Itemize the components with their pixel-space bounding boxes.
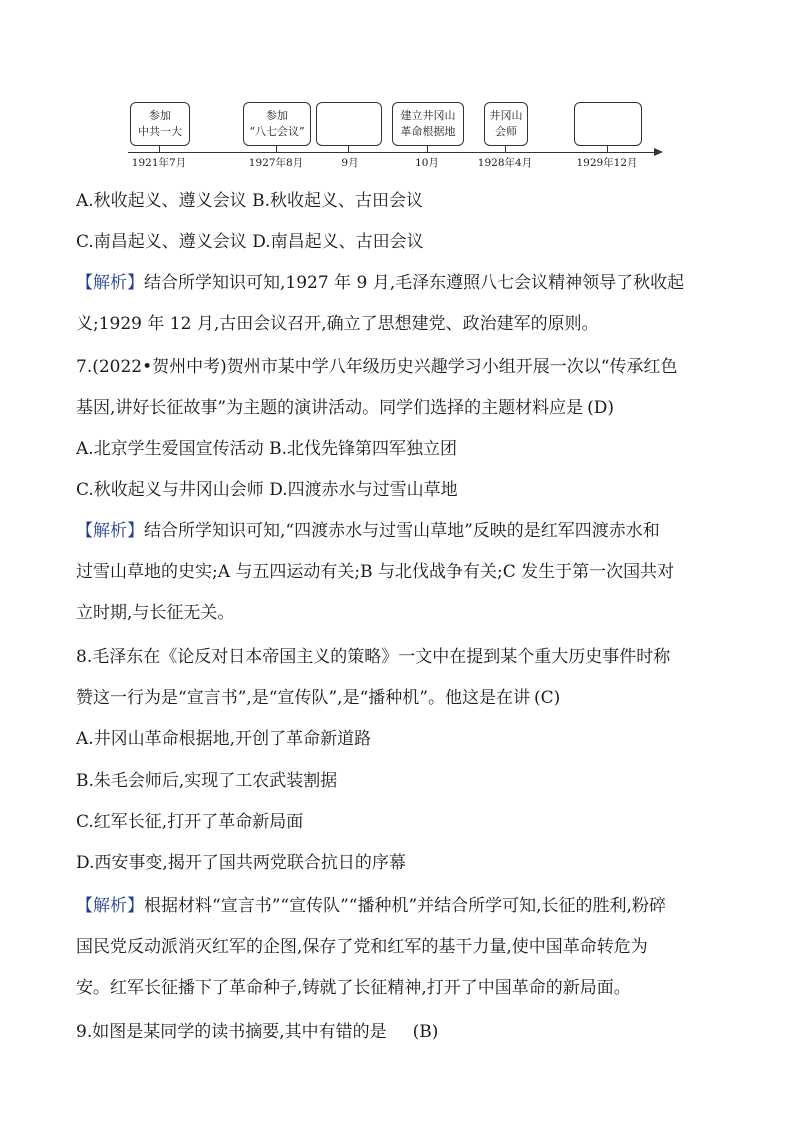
- timeline-tick: [159, 146, 160, 153]
- q8-option-c: C.红军长征,打开了革命新局面: [76, 812, 304, 832]
- timeline-date-1: 1921年7月: [131, 157, 187, 169]
- timeline-box-1-line1: 参加: [149, 109, 171, 122]
- q8-analysis-line-1: [76, 895, 666, 917]
- timeline-box-2-line1: 参加: [266, 109, 288, 122]
- q9-stem-line: [76, 1021, 438, 1043]
- timeline-box-5-line1: 井冈山: [489, 109, 523, 122]
- analysis-label: 【解析】: [76, 273, 144, 293]
- timeline-tick: [505, 146, 506, 153]
- analysis-label: 【解析】: [76, 896, 144, 916]
- q6-analysis-text-1: 结合所学知识可知,1927 年 9 月,毛泽东遵照八七会议精神领导了秋收起: [144, 273, 685, 293]
- timeline-tick: [607, 146, 608, 153]
- q6-option-line-1: A.秋收起义、遵义会议 B.秋收起义、古田会议: [76, 191, 423, 211]
- q6-analysis-line-1: [76, 272, 684, 294]
- q7-analysis-line-1: [76, 520, 660, 542]
- q7-analysis-line-2: 过雪山草地的史实;A 与五四运动有关;B 与北伐战争有关;C 发生于第一次国共对: [76, 562, 675, 582]
- timeline-axis: [128, 152, 656, 153]
- q8-analysis-line-2: 国民党反动派消灭红军的企图,保存了党和红军的基干力量,使中国革命转危为: [76, 937, 648, 957]
- timeline-box-5-line2: 会师: [495, 125, 517, 138]
- q8-option-d: D.西安事变,揭开了国共两党联合抗日的序幕: [76, 853, 406, 873]
- q9-answer: (B): [412, 1022, 439, 1042]
- timeline-box-4-line2: 革命根据地: [400, 125, 456, 138]
- timeline-box-4-line1: 建立井冈山: [400, 109, 456, 122]
- q8-option-b: B.朱毛会师后,实现了工农武装割据: [76, 771, 338, 791]
- q8-stem-text-2: 赞这一行为是“宣言书”,是“宣传队”,是“播种机”。他这是在讲: [76, 688, 530, 708]
- q8-stem-line-2: [76, 687, 560, 709]
- timeline-figure: [0, 0, 794, 185]
- timeline-tick: [427, 146, 428, 153]
- q6-analysis-line-2: 义;1929 年 12 月,古田会议召开,确立了思想建党、政治建军的原则。: [76, 314, 599, 334]
- timeline-box-1-line2: 中共一大: [138, 125, 182, 138]
- q7-answer: (D): [587, 398, 614, 418]
- timeline-date-3: 9月: [341, 157, 359, 169]
- q7-stem-line-1: 7.(2022•贺州中考)贺州市某中学八年级历史兴趣学习小组开展一次以“传承红色: [76, 357, 678, 377]
- q7-option-line-2: C.秋收起义与井冈山会师 D.四渡赤水与过雪山草地: [76, 480, 458, 500]
- timeline-date-5: 1928年4月: [477, 157, 533, 169]
- analysis-label: 【解析】: [76, 521, 144, 541]
- q9-stem-text: 9.如图是某同学的读书摘要,其中有错的是: [76, 1022, 387, 1042]
- q8-analysis-line-3: 安。红军长征播下了革命种子,铸就了长征精神,打开了中国革命的新局面。: [76, 978, 631, 998]
- q8-answer: (C): [533, 688, 561, 708]
- timeline-tick: [348, 146, 349, 153]
- q8-option-a: A.井冈山革命根据地,开创了革命新道路: [76, 729, 372, 749]
- q7-stem-line-2: [76, 397, 614, 419]
- q8-analysis-text-1: 根据材料“宣言书”“宣传队”“播种机”并结合所学可知,长征的胜利,粉碎: [144, 896, 666, 916]
- timeline-box-2: [243, 102, 311, 146]
- q7-option-line-1: A.北京学生爱国宣传活动 B.北伐先锋第四军独立团: [76, 439, 457, 459]
- timeline-box-6-blank: [574, 102, 642, 146]
- timeline-date-4: 10月: [415, 157, 439, 169]
- timeline-date-2: 1927年8月: [248, 157, 304, 169]
- q7-analysis-line-3: 立时期,与长征无关。: [76, 603, 235, 623]
- timeline-tick: [276, 146, 277, 153]
- timeline-arrow-icon: [654, 148, 663, 156]
- timeline-box-4: [392, 102, 464, 146]
- q7-analysis-text-1: 结合所学知识可知,“四渡赤水与过雪山草地”反映的是红军四渡赤水和: [144, 521, 660, 541]
- timeline-box-3-blank: [316, 102, 382, 146]
- timeline-date-6: 1929年12月: [576, 157, 638, 169]
- timeline-box-5: [484, 102, 528, 146]
- q6-option-line-2: C.南昌起义、遵义会议 D.南昌起义、古田会议: [76, 232, 424, 252]
- q8-stem-line-1: 8.毛泽东在《论反对日本帝国主义的策略》一文中在提到某个重大历史事件时称: [76, 647, 671, 667]
- q7-stem-text-2: 基因,讲好长征故事”为主题的演讲活动。同学们选择的主题材料应是: [76, 398, 584, 418]
- timeline-box-2-line2: “八七会议”: [249, 125, 305, 138]
- timeline-box-1: [130, 102, 190, 146]
